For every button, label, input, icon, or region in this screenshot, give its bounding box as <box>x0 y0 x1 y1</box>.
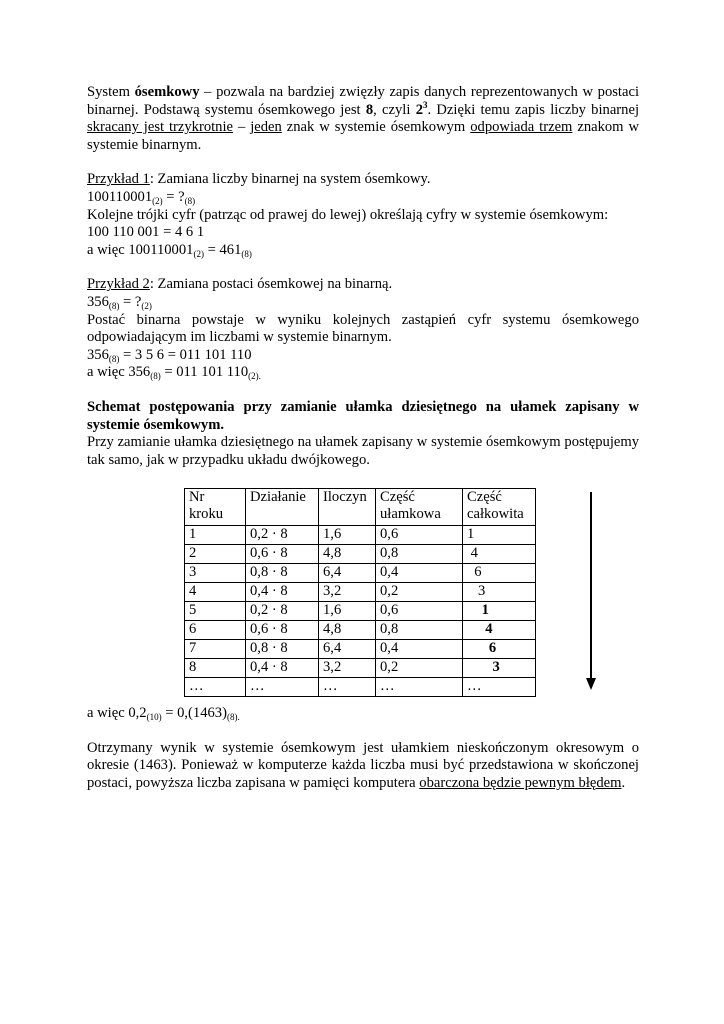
cell-operation: 0,2 · 8 <box>246 526 319 545</box>
table-row <box>185 564 536 583</box>
header-fraction-part <box>376 489 463 526</box>
header-line: ułamkowa <box>380 506 441 522</box>
header-step <box>185 489 246 526</box>
cell-fraction-part: 0,2 <box>376 583 463 602</box>
intro-paragraph <box>87 84 639 154</box>
cell-product: 4,8 <box>319 545 376 564</box>
cell-fraction-part: 0,8 <box>376 621 463 640</box>
conclusion-end: . <box>621 774 626 791</box>
cell-step: 1 <box>185 526 246 545</box>
table-row <box>185 640 536 659</box>
example2-title-text: : Zamiana postaci ósemkowej na binarną. <box>149 276 393 293</box>
header-product <box>319 489 376 526</box>
intro-text: znak w systemie ósemkowym <box>281 119 471 136</box>
cell-step: 4 <box>185 583 246 602</box>
result-text: a więc 0,2 <box>87 705 147 721</box>
result-subscript: (8) <box>241 248 252 259</box>
power-two <box>415 99 428 118</box>
cell-operation: 0,8 · 8 <box>246 640 319 659</box>
table-header-row <box>185 489 536 526</box>
table-row <box>185 545 536 564</box>
cell-integer-part: 6 <box>463 564 536 583</box>
example1-groups: 100 110 001 = 4 6 1 <box>87 224 205 241</box>
base-value: 8 <box>365 101 374 118</box>
example1-label: Przykład 1 <box>87 171 150 188</box>
cell-operation: 0,4 · 8 <box>246 659 319 678</box>
intro-text: System <box>87 84 135 100</box>
result-subscript: (8). <box>226 712 240 722</box>
table-row <box>185 621 536 640</box>
example2-description: Postać binarna powstaje w wyniku kolejnych zastąpień cyfr systemu ósemkowego odpowiadającym im liczbami w systemie binarnym. <box>87 311 639 346</box>
eq-number: 356 <box>87 293 109 310</box>
cell-step: 5 <box>185 602 246 621</box>
example1-result <box>87 242 639 260</box>
eq-text: = ? <box>162 188 185 205</box>
header-line: Część <box>467 489 502 505</box>
header-operation <box>246 489 319 526</box>
underlined-phrase: jeden <box>250 119 282 136</box>
cell-integer-part: 6 <box>463 640 536 659</box>
cell-step: 7 <box>185 640 246 659</box>
cell-operation: … <box>246 678 319 697</box>
cell-operation: 0,2 · 8 <box>246 602 319 621</box>
header-line: Działanie <box>250 489 306 505</box>
table-body <box>185 526 536 697</box>
cell-fraction-part: 0,8 <box>376 545 463 564</box>
down-arrow-icon <box>588 492 594 692</box>
header-integer-part <box>463 489 536 526</box>
cell-fraction-part: 0,4 <box>376 640 463 659</box>
table-row <box>185 583 536 602</box>
header-line: całkowita <box>467 506 524 522</box>
cell-step: 2 <box>185 545 246 564</box>
eq-subscript: (8) <box>184 195 196 206</box>
example1-equation <box>87 189 639 207</box>
underlined-phrase: odpowiada trzem <box>470 119 573 136</box>
final-result <box>87 705 639 723</box>
cell-integer-part: 3 <box>463 659 536 678</box>
cell-product: 3,2 <box>319 583 376 602</box>
document-conclusion <box>87 705 639 792</box>
table-row <box>185 526 536 545</box>
underlined-phrase: obarczona będzie pewnym błędem <box>419 774 622 791</box>
intro-text: – pozwala na bardziej zwięzły zapis danych reprezentowanych w postaci binarnej. Podstawą systemu ósemkowego jest <box>87 84 639 118</box>
header-line: kroku <box>189 506 224 522</box>
header-line: Nr <box>189 489 205 505</box>
example2-title <box>87 276 639 294</box>
table-row <box>185 659 536 678</box>
cell-step: 3 <box>185 564 246 583</box>
result-subscript: (2). <box>248 371 261 382</box>
result-text: a więc 356 <box>87 364 151 381</box>
eq-subscript: (2) <box>141 300 152 311</box>
schema-description: Przy zamianie ułamka dziesiętnego na ułamek zapisany w systemie ósemkowym postępujemy tak samo, jak w przypadku układu dwójkowego. <box>87 434 639 468</box>
cell-integer-part: 4 <box>463 545 536 564</box>
example2-mapping <box>87 347 639 365</box>
cell-step: … <box>185 678 246 697</box>
cell-operation: 0,6 · 8 <box>246 545 319 564</box>
intro-text: , czyli <box>373 101 416 118</box>
map-text: = 3 5 6 = 011 101 110 <box>119 346 252 363</box>
eq-number: 100110001 <box>87 188 153 205</box>
map-subscript: (8) <box>108 353 120 364</box>
cell-product: … <box>319 678 376 697</box>
term-osemkowy: ósemkowy <box>134 84 200 100</box>
header-line: Część <box>380 489 415 505</box>
underlined-phrase: skracany jest trzykrotnie <box>87 119 234 136</box>
result-text: a więc 100110001 <box>87 241 194 258</box>
example2-equation <box>87 294 639 312</box>
cell-integer-part: … <box>463 678 536 697</box>
cell-product: 1,6 <box>319 602 376 621</box>
cell-fraction-part: 0,4 <box>376 564 463 583</box>
table-row <box>185 602 536 621</box>
cell-fraction-part: 0,6 <box>376 602 463 621</box>
eq-text: = ? <box>119 293 142 310</box>
conclusion-text: Otrzymany wynik w systemie ósemkowym jest ułamkiem nieskończonym okresowym o okresie (1463). Ponieważ w komputerze każda liczba musi być przedstawiona w skończonej postaci, powyższa liczba zapisana w pamięci komputera <box>87 739 639 791</box>
cell-product: 1,6 <box>319 526 376 545</box>
example1-title-text: : Zamiana liczby binarnej na system ósemkowy. <box>149 171 431 188</box>
example2-label: Przykład 2 <box>87 276 150 293</box>
cell-step: 8 <box>185 659 246 678</box>
cell-product: 3,2 <box>319 659 376 678</box>
result-text: = 461 <box>203 241 242 258</box>
cell-operation: 0,4 · 8 <box>246 583 319 602</box>
intro-text: – <box>233 119 251 136</box>
eq-subscript: (8) <box>108 300 120 311</box>
cell-operation: 0,8 · 8 <box>246 564 319 583</box>
cell-integer-part: 4 <box>463 621 536 640</box>
schema-heading-text: Schemat postępowania przy zamianie ułamka dziesiętnego na ułamek zapisany w systemie ósemkowym. <box>87 398 639 433</box>
power-base: 2 <box>415 101 423 118</box>
cell-integer-part: 1 <box>463 526 536 545</box>
conversion-steps-table <box>184 488 536 697</box>
cell-fraction-part: … <box>376 678 463 697</box>
cell-integer-part: 3 <box>463 583 536 602</box>
map-number: 356 <box>87 346 109 363</box>
intro-text: . Dzięki temu zapis liczby binarnej <box>427 101 639 118</box>
document-body <box>87 84 639 469</box>
schema-heading <box>87 399 639 434</box>
result-subscript: (8) <box>150 371 161 382</box>
header-line: Iloczyn <box>323 489 367 505</box>
eq-subscript: (2) <box>152 195 163 206</box>
cell-step: 6 <box>185 621 246 640</box>
cell-integer-part: 1 <box>463 602 536 621</box>
cell-product: 6,4 <box>319 564 376 583</box>
cell-product: 4,8 <box>319 621 376 640</box>
intro-text: znakom w systemie binarnym. <box>87 119 640 153</box>
cell-operation: 0,6 · 8 <box>246 621 319 640</box>
result-subscript: (2) <box>193 248 204 259</box>
example1-description: Kolejne trójki cyfr (patrząc od prawej do lewej) określają cyfry w systemie ósemkowym: <box>87 206 609 223</box>
result-subscript: (10) <box>146 712 162 722</box>
result-text: = 0,(1463) <box>161 705 227 721</box>
table-row <box>185 678 536 697</box>
example1-title <box>87 171 639 189</box>
cell-product: 6,4 <box>319 640 376 659</box>
result-text: = 011 101 110 <box>160 364 249 381</box>
example2-result <box>87 364 639 382</box>
conclusion-paragraph <box>87 740 639 793</box>
cell-fraction-part: 0,2 <box>376 659 463 678</box>
power-exponent: 3 <box>422 99 428 110</box>
cell-fraction-part: 0,6 <box>376 526 463 545</box>
